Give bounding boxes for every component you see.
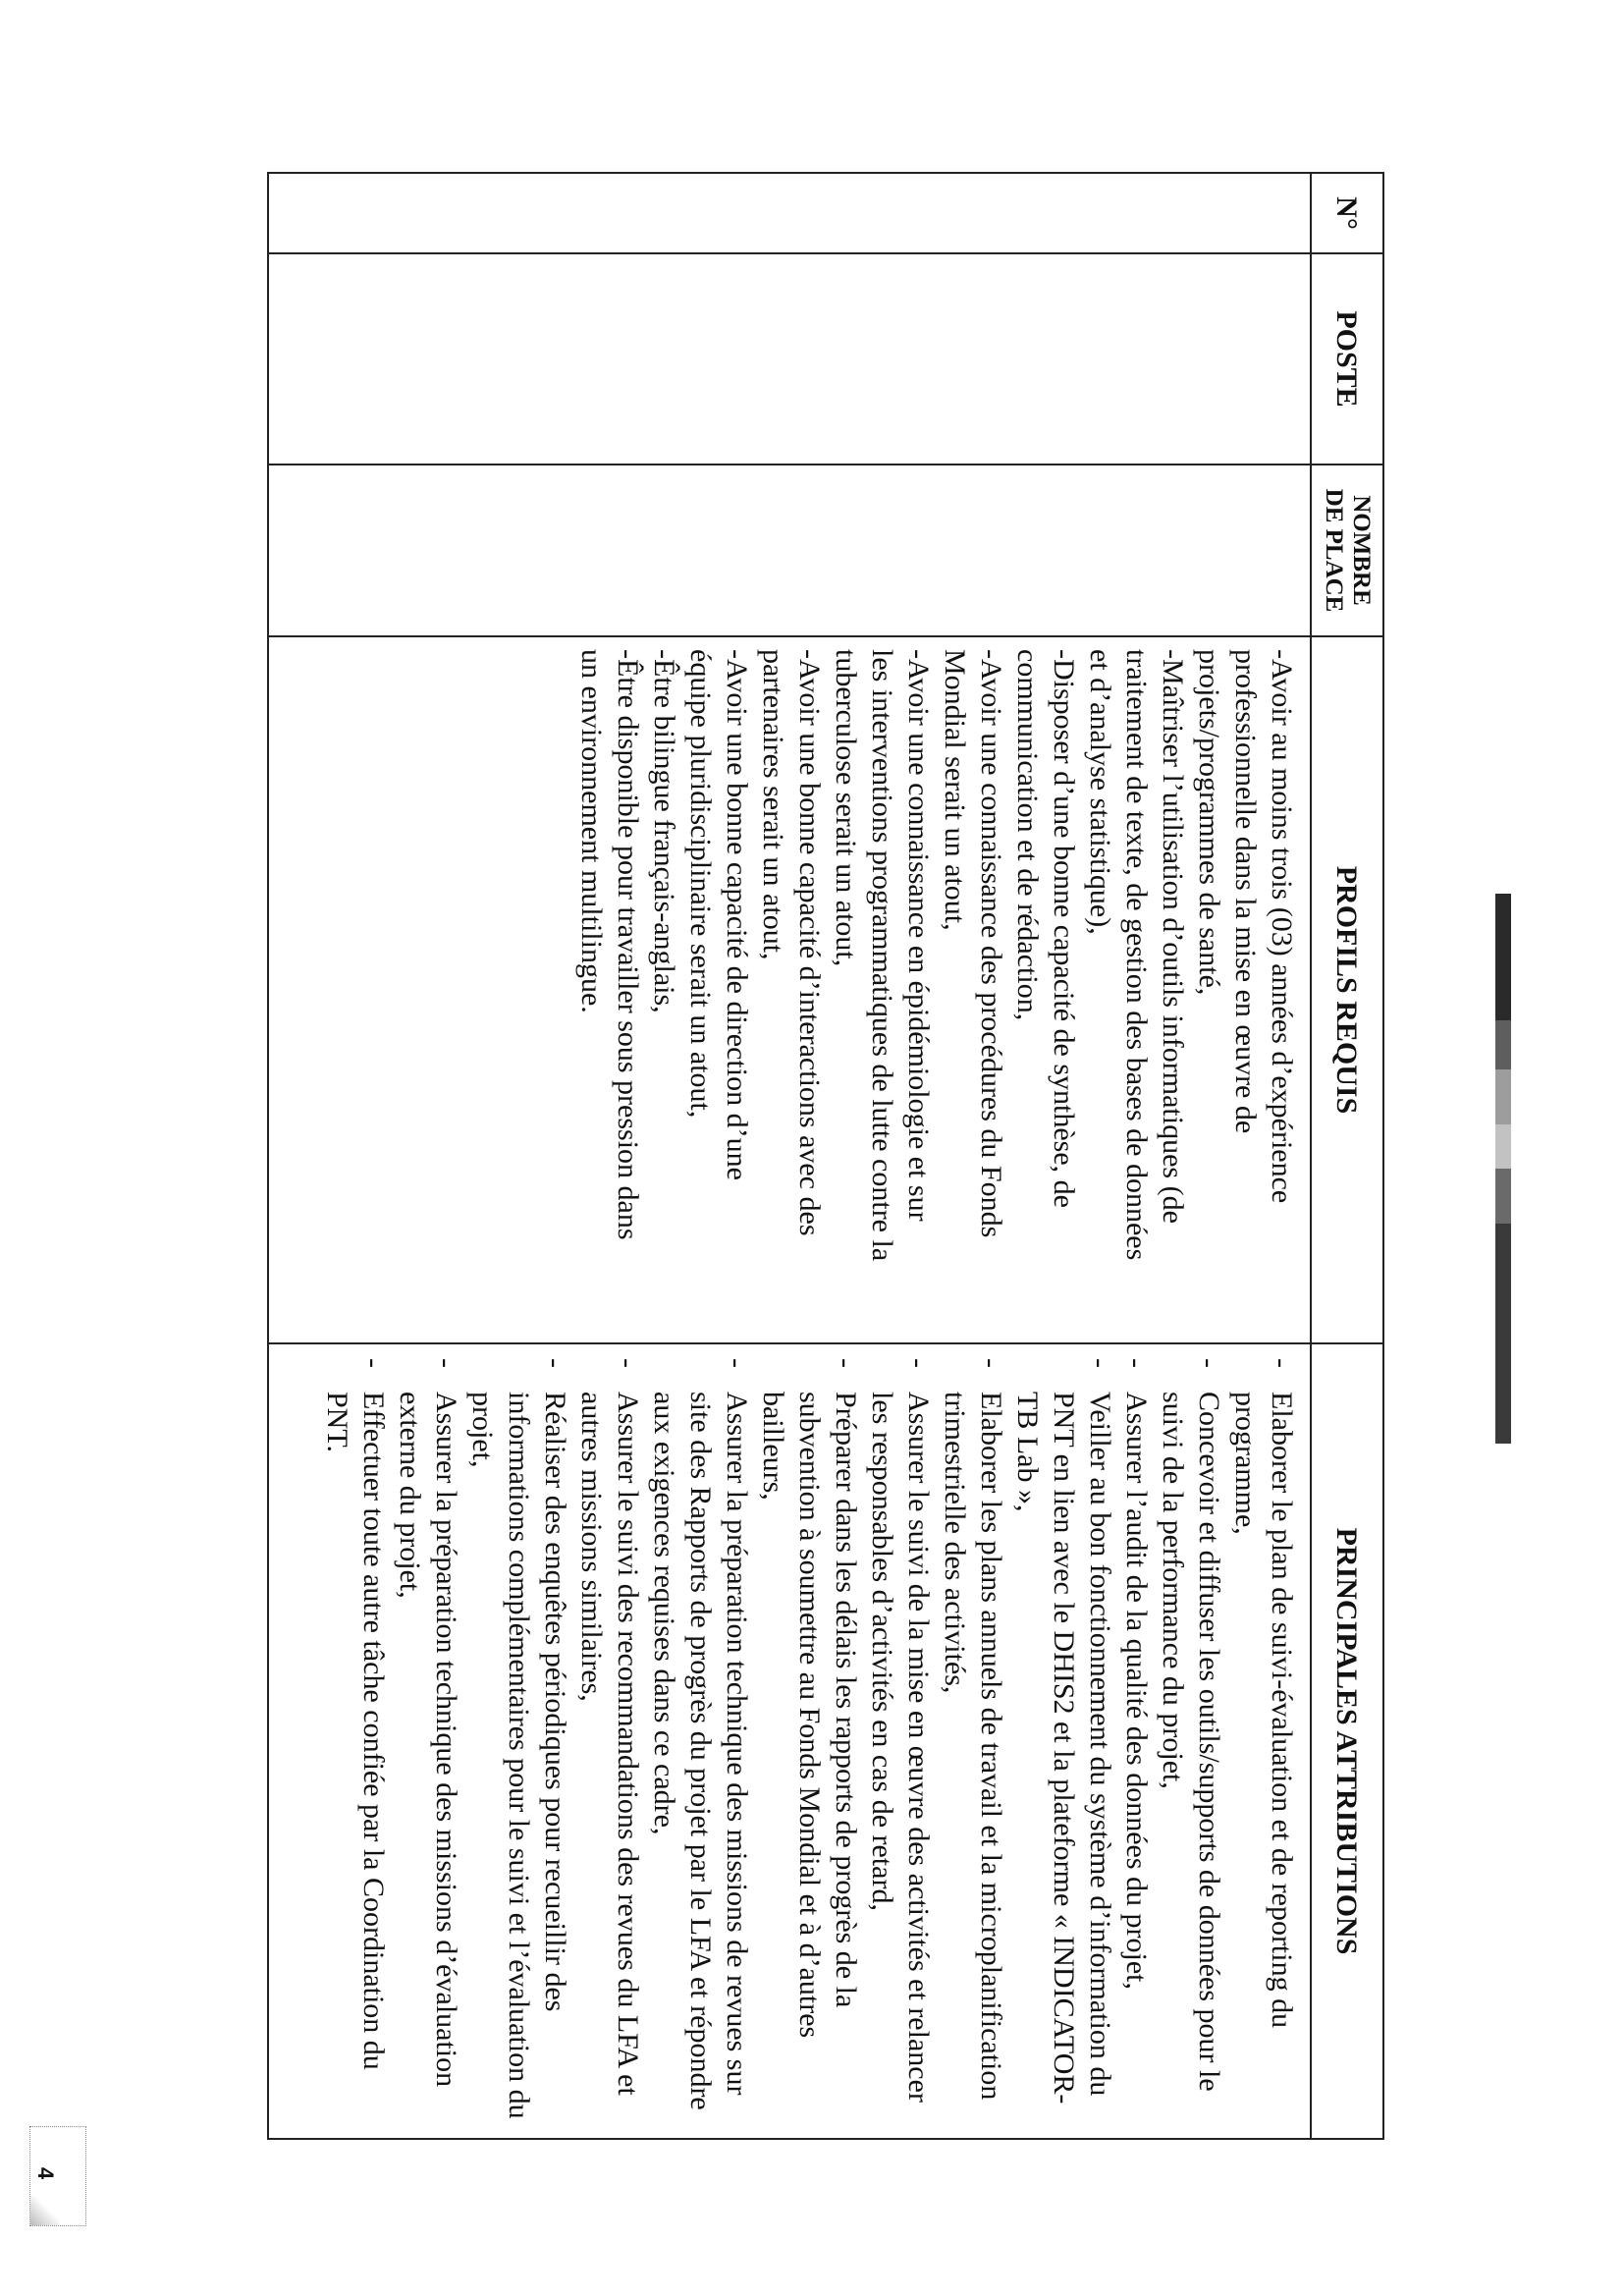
- list-item: - Préparer dans les délais les rapports de progrès de la subvention à soumettre au Fonds Mondial et à d’autres bailleurs,: [755, 1392, 864, 2126]
- list-item: - Assurer la préparation technique des missions de revues sur site des Rapports de progrès du projet par le LFA et répondre aux exigences requises dans ce cadre,: [646, 1392, 755, 2126]
- profil-line: -Maîtriser l’utilisation d’outils informatiques (de: [1157, 649, 1189, 1224]
- list-item: - Assurer l’audit de la qualité des données du projet,: [1118, 1392, 1155, 2126]
- profil-line: -Avoir une connaissance des procédures du Fonds: [975, 649, 1007, 1238]
- profil-line: -Être bilingue français-anglais,: [648, 649, 680, 1013]
- profil-line: -Disposer d’une bonne capacité de synthèse, de: [1048, 649, 1080, 1208]
- header-nombre-line1: NOMBRE: [1348, 495, 1375, 606]
- header-nombre-line2: DE PLACE: [1321, 488, 1347, 613]
- header-attributions: PRINCIPALES ATTRIBUTIONS: [1311, 1343, 1383, 2139]
- profil-line: un environnement multilingue.: [575, 649, 608, 1013]
- list-item: - Réaliser des enquêtes périodiques pour recueillir des informations complémentaires pour le suivi et l’évaluation du projet,: [464, 1392, 573, 2126]
- profil-line: équipe pluridisciplinaire serait un atout,: [684, 649, 717, 1119]
- profil-line: -Avoir une connaissance en épidémiologie et sur: [902, 649, 935, 1222]
- table-row: [268, 173, 1311, 2139]
- job-profile-table: [267, 172, 1384, 2140]
- profil-line: professionnelle dans la mise en œuvre de: [1229, 649, 1262, 1134]
- profil-line: communication et de rédaction,: [1011, 649, 1044, 1021]
- profil-line: -Avoir une bonne capacité de direction d’une: [721, 649, 753, 1180]
- page-number: 4: [33, 2166, 59, 2180]
- profil-line: -Avoir au moins trois (03) années d’expérience: [1266, 649, 1298, 1204]
- rotated-table-container: [267, 172, 1384, 2138]
- list-item: - Assurer le suivi de la mise en œuvre des activités et relancer les responsables d’activités en cas de retard,: [864, 1392, 937, 2126]
- cell-nombre: [268, 465, 1311, 636]
- header-profils: PROFILS REQUIS: [1311, 636, 1383, 1343]
- cell-profils: [268, 636, 1311, 1343]
- list-item: - Effectuer toute autre tâche confiée par la Coordination du PNT.: [319, 1392, 392, 2126]
- profil-line: et d’analyse statistique),: [1084, 649, 1116, 935]
- profil-line: Mondial serait un atout,: [939, 649, 971, 931]
- header-poste: POSTE: [1311, 253, 1383, 465]
- cell-no: [268, 173, 1311, 253]
- header-nombre: [1311, 465, 1383, 636]
- list-item: - Concevoir et diffuser les outils/supports de données pour le suivi de la performance du projet,: [1155, 1392, 1227, 2126]
- profil-line: partenaires serait un atout,: [757, 649, 789, 960]
- list-item: - Elaborer les plans annuels de travail et la microplanification trimestrielle des activités,: [937, 1392, 1009, 2126]
- profil-line: -Être disponible pour travailler sous pression dans: [612, 649, 644, 1240]
- scan-artifact-bar: [1495, 894, 1511, 1444]
- profil-line: les interventions programmatiques de lutte contre la: [866, 649, 898, 1262]
- profil-line: projets/programmes de santé,: [1193, 649, 1225, 996]
- cell-attributions: [268, 1343, 1311, 2139]
- header-row: [1311, 173, 1383, 2139]
- list-item: - Elaborer le plan de suivi-évaluation et de reporting du programme,: [1227, 1392, 1300, 2126]
- cell-poste: [268, 253, 1311, 465]
- header-no: N°: [1311, 173, 1383, 253]
- profil-line: -Avoir une bonne capacité d’interactions avec des: [793, 649, 826, 1236]
- list-item: - Assurer la préparation technique des missions d’évaluation externe du projet,: [392, 1392, 464, 2126]
- profil-line: tuberculose serait un atout,: [830, 649, 862, 967]
- list-item: - Assurer le suivi des recommandations des revues du LFA et autres missions similaires,: [573, 1392, 646, 2126]
- profil-line: traitement de texte, de gestion des bases de données: [1120, 649, 1153, 1261]
- attributions-list: [319, 1356, 1300, 2126]
- page-fold-corner: [30, 2196, 60, 2225]
- list-item: - Veiller au bon fonctionnement du système d’information du PNT en lien avec le DHIS2 et la plateforme « INDICATOR-TB Lab »,: [1009, 1392, 1118, 2126]
